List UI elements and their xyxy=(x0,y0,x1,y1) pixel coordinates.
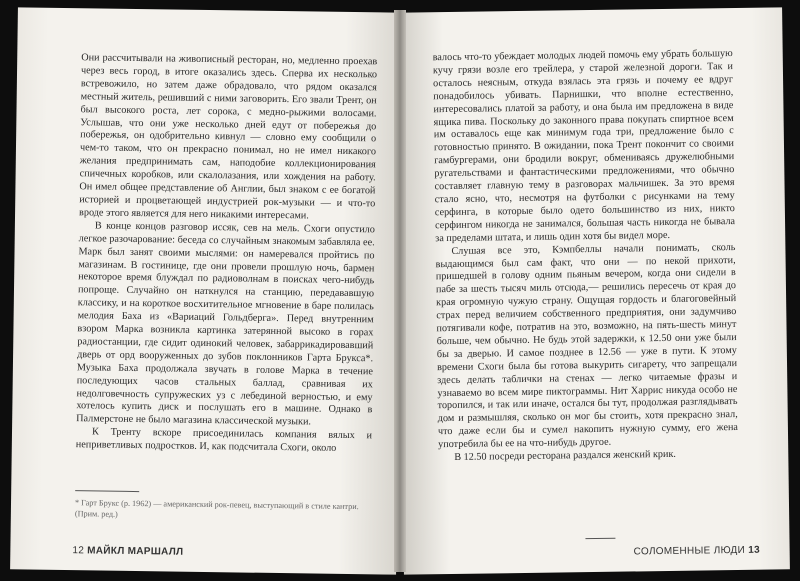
page-number: 13 xyxy=(748,544,760,556)
left-folio xyxy=(72,545,183,558)
paragraph: Они рассчитывали на живописный ресторан, но, медленно проехав через весь город, в итоге оказались здесь. Сперва их несколько встревожило, но затем даже обрадовало, что рядом оказался местный житель, решивший с ними заговорить. Его звали Трент, он был высокого роста, лет сорока, с медно-рыжими волосами. Услышав, что они уже несколько дней едут от побережья до побережья, он одобрительно кивнул — словно ему сообщили о чем-то таком, что он прекрасно понимал, но не имел никакого желания предпринимать сам, наподобие коллекционирования спичечных коробков, или скалолазания, или хождения на работу. Он имел общее представление об Англии, был знаком с ее богатой историей и процветающей индустрией рок-музыки — и что-то вроде этого является для него никакими интересами. xyxy=(79,52,378,222)
paragraph: Слушая все это, Кэмпбеллы начали понимать, сколь выдающимся был сам факт, что они — по некой прихоти, пришедшей в голову одним пьяным вечером, когда они сидели в пабе за шесть тысяч миль отсюда,— решились пересечь от края до края огромную чужую страну. Ощущая гордость и благоговейный страх перед величием собственного предприятия, они задумчиво потягивали кофе, потратив на это, возможно, на пять-шесть минут больше, чем обычно. Не будь этой задержки, к 12.50 они уже были бы за дверью. И самое позднее в 12.56 — уже в пути. К этому времени Схоги была бы готова выкурить сигарету, что запрещали здесь делать таблички на стенах — легко читаемые фразы и узнаваемо во всем мире пиктограммы. Нит Харрис никуда особо не торопился, и так или иначе, остался бы тут, продолжая разглядывать дом и размышляя, сколько он мог бы стоить, хотя прекрасно знал, что даже если бы и сумел накопить нужную сумму, его жена употребила бы ее на что-нибудь другое. xyxy=(435,241,739,451)
left-page xyxy=(10,7,404,574)
paragraph: К Тренту вскоре присоединилась компания вялых и неприветливых подростков. И, как подсчитала Схоги, около xyxy=(75,426,373,455)
left-page-body xyxy=(76,52,378,456)
running-head-title: СОЛОМЕННЫЕ ЛЮДИ xyxy=(633,544,746,558)
section-rule xyxy=(585,538,615,539)
right-folio xyxy=(634,545,760,558)
right-page-body xyxy=(433,48,739,465)
paragraph: В 12.50 посреди ресторана раздался женский крик. xyxy=(454,448,676,464)
footnote: * Гарт Брукс (р. 1962) — американский рок-певец, выступающий в стиле кантри. (Прим. ред.) xyxy=(74,498,359,519)
book-spread xyxy=(14,10,786,572)
book-gutter xyxy=(394,10,406,572)
paragraph: валось что-то убеждает молодых людей помочь ему убрать большую кучу грязи возле его трейлера, у старой железной дороги. Так и осталось неясным, откуда взялась эта грязь и почему ее вдруг понадобилось убивать. Парнишки, что вполне естественно, интересовались платой за работу, и она была им предложена в виде ящика пива. Поскольку до законного права покупать спиртное всем им оставалось еще как минимум года три, предложение было с готовностью принято. В ожидании, пока Трент покончит со своими гамбургерами, они бродили вокруг, обмениваясь дружелюбными ругательствами и фантастическими предложениями, что обычно составляет главную тему в разговорах мальчишек. За это время стало ясно, что, несмотря на футболки с рисунками на тему серфинга, в которые было одето большинство из них, никто серфингом никогда не занимался, большая часть никогда не бывала за пределами штата, и лишь один хотя бы видел море. xyxy=(432,48,736,244)
page-number: 12 xyxy=(72,545,85,557)
right-page xyxy=(396,7,790,574)
paragraph: В конце концов разговор иссяк, сев на мель. Схоги опустило легкое разочарование: беседа со случайным знакомым забавляла ее. Марк был занят своими мыслями: он намеревался пройтись по магазинам. В гостинице, где они провели прошлую ночь, бармен некоторое время блуждал по радиоволнам в поисках чего-нибудь попроще. Случайно он наткнулся на станцию, передававшую классику, и на короткое восхитительное мгновение в баре полилась мелодия Баха из «Вариаций Гольдберга». Перед внутренним взором Марка возникла картинка затерянной высоко в горах радиостанции, где сидит одинокий человек, забаррикадировавший дверь от орд вооруженных до зубов поклонников Гарта Брукса*. Музыка Баха продолжала звучать в голове Марка в течение последующих часов стальных баллад, сравнивая их недолговечность супружеских уз с лебединой верностью, и ему хотелось купить диск и послушать его в машине. Однако в Палмерстоне не было магазина классической музыки. xyxy=(76,220,375,428)
running-head-author: МАЙКЛ МАРШАЛЛ xyxy=(87,545,184,558)
footnote-rule xyxy=(75,490,139,492)
